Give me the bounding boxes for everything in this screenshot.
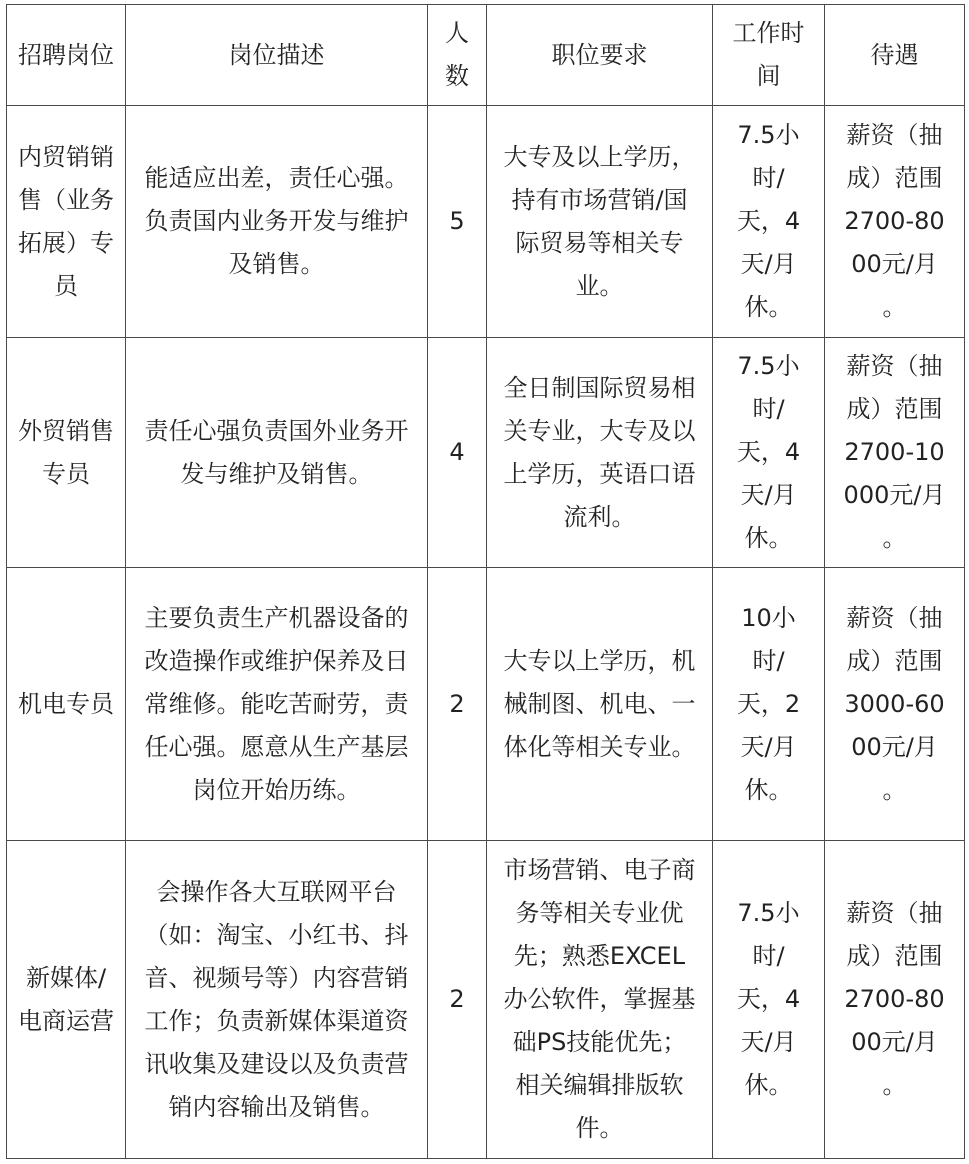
header-hours: 工作时间 — [713, 5, 825, 106]
cell-count: 5 — [428, 106, 487, 338]
header-pay: 待遇 — [825, 5, 965, 106]
cell-hours: 7.5小时/天，4天/月休。 — [713, 338, 825, 568]
table-header-row — [7, 5, 965, 106]
cell-position: 内贸销销售（业务拓展）专员 — [7, 106, 126, 338]
table-row — [7, 841, 965, 1159]
cell-requirements: 大专以上学历，机械制图、机电、一体化等相关专业。 — [487, 568, 713, 841]
cell-count: 4 — [428, 338, 487, 568]
cell-position: 机电专员 — [7, 568, 126, 841]
cell-requirements: 全日制国际贸易相关专业，大专及以上学历，英语口语流利。 — [487, 338, 713, 568]
header-requirements: 职位要求 — [487, 5, 713, 106]
cell-pay: 薪资（抽成）范围2700-8000元/月 。 — [825, 106, 965, 338]
cell-hours: 10小时/天，2天/月休。 — [713, 568, 825, 841]
cell-pay: 薪资（抽成）范围2700-10000元/月 。 — [825, 338, 965, 568]
cell-count: 2 — [428, 568, 487, 841]
table-row — [7, 568, 965, 841]
cell-description: 会操作各大互联网平台（如：淘宝、小红书、抖音、视频号等）内容营销工作；负责新媒体渠道资讯收集及建设以及负责营销内容输出及销售。 — [126, 841, 428, 1159]
header-description: 岗位描述 — [126, 5, 428, 106]
cell-requirements: 大专及以上学历，持有市场营销/国际贸易等相关专业。 — [487, 106, 713, 338]
cell-position: 新媒体/电商运营 — [7, 841, 126, 1159]
header-position: 招聘岗位 — [7, 5, 126, 106]
cell-position: 外贸销售专员 — [7, 338, 126, 568]
cell-description: 能适应出差，责任心强。负责国内业务开发与维护及销售。 — [126, 106, 428, 338]
cell-description: 主要负责生产机器设备的改造操作或维护保养及日常维修。能吃苦耐劳，责任心强。愿意从生产基层岗位开始历练。 — [126, 568, 428, 841]
table-row — [7, 338, 965, 568]
recruitment-table — [6, 4, 965, 1159]
cell-hours: 7.5小时/天，4天/月休。 — [713, 841, 825, 1159]
cell-pay: 薪资（抽成）范围3000-6000元/月 。 — [825, 568, 965, 841]
table-row — [7, 106, 965, 338]
cell-pay: 薪资（抽成）范围2700-8000元/月 。 — [825, 841, 965, 1159]
cell-count: 2 — [428, 841, 487, 1159]
cell-requirements: 市场营销、电子商务等相关专业优先；熟悉EXCEL办公软件，掌握基础PS技能优先；相关编辑排版软件。 — [487, 841, 713, 1159]
cell-description: 责任心强负责国外业务开发与维护及销售。 — [126, 338, 428, 568]
cell-hours: 7.5小时/天，4天/月休。 — [713, 106, 825, 338]
header-count: 人数 — [428, 5, 487, 106]
